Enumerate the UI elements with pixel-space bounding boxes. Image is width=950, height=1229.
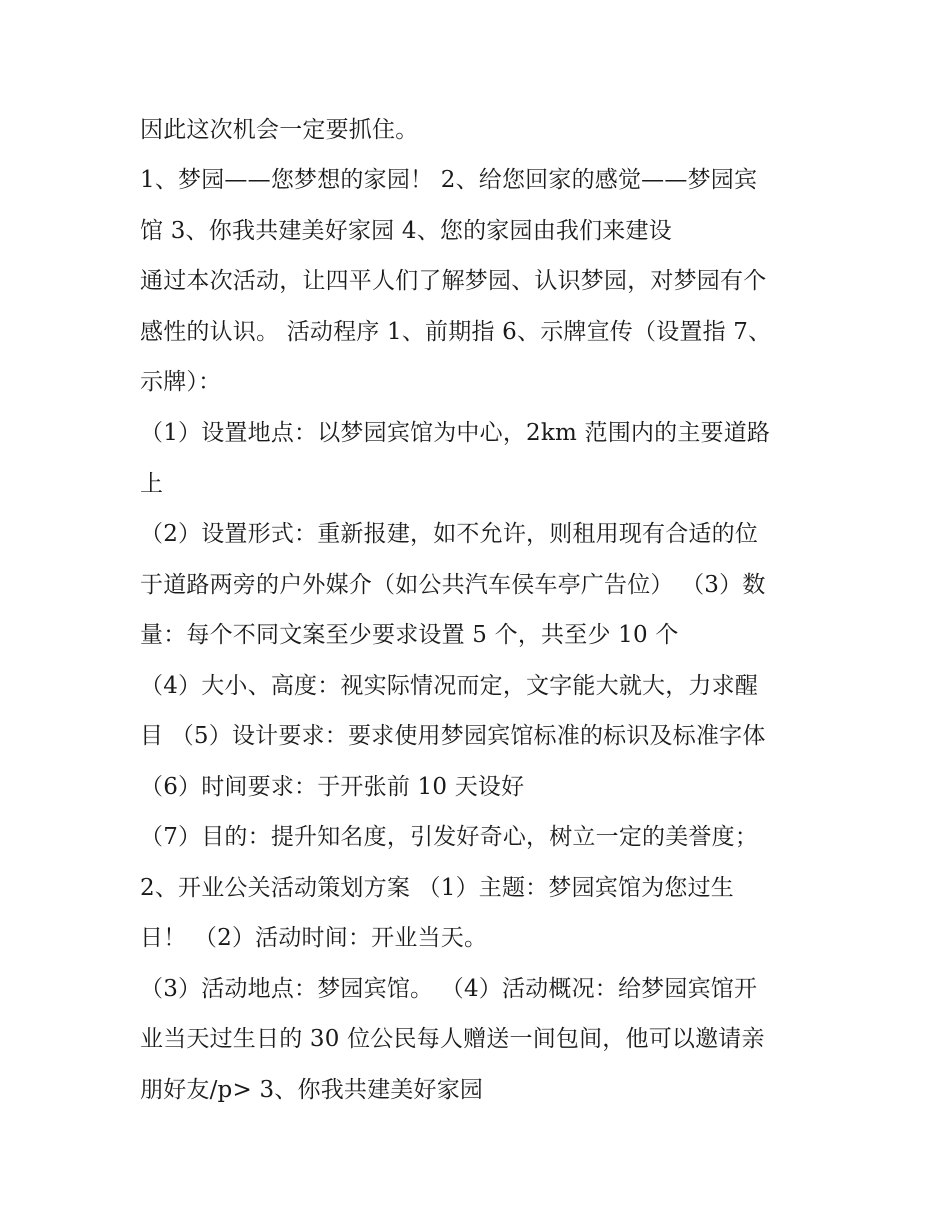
text-line: （4）大小、高度：视实际情况而定，文字能大就大，力求醒: [140, 673, 759, 699]
text-line: （3）活动地点：梦园宾馆。 （4）活动概况：给梦园宾馆开: [140, 976, 758, 1002]
text-line: 上: [140, 471, 164, 497]
text-line: 于道路两旁的户外媒介（如公共汽车侯车亭广告位） （3）数: [140, 572, 766, 598]
text-line: 示牌）：: [140, 369, 222, 395]
text-line: （6）时间要求：于开张前 10 天设好: [140, 774, 525, 800]
text-line: 感性的认识。 活动程序 1、前期指 6、示牌宣传（设置指 7、: [140, 319, 772, 345]
text-line: （1）设置地点：以梦园宾馆为中心，2km 范围内的主要道路: [140, 420, 771, 446]
text-line: 馆 3、你我共建美好家园 4、您的家园由我们来建设: [140, 218, 672, 244]
text-line: 因此这次机会一定要抓住。: [140, 117, 419, 143]
text-line: 1、梦园——您梦想的家园！ 2、给您回家的感觉——梦园宾: [140, 167, 758, 193]
text-line: 日！ （2）活动时间：开业当天。: [140, 925, 488, 951]
text-line: （2）设置形式：重新报建，如不允许，则租用现有合适的位: [140, 521, 759, 547]
text-line: 业当天过生日的 30 位公民每人赠送一间包间，他可以邀请亲: [140, 1026, 765, 1052]
text-line: 朋好友/p> 3、你我共建美好家园: [140, 1077, 484, 1103]
text-line: 通过本次活动，让四平人们了解梦园、认识梦园，对梦园有个: [140, 268, 767, 294]
text-line: （7）目的：提升知名度，引发好奇心，树立一定的美誉度；: [140, 824, 759, 850]
text-line: 2、开业公关活动策划方案 （1）主题：梦园宾馆为您过生: [140, 875, 734, 901]
text-line: 量：每个不同文案至少要求设置 5 个，共至少 10 个: [140, 622, 679, 648]
text-line: 目 （5）设计要求：要求使用梦园宾馆标准的标识及标准字体: [140, 723, 766, 749]
